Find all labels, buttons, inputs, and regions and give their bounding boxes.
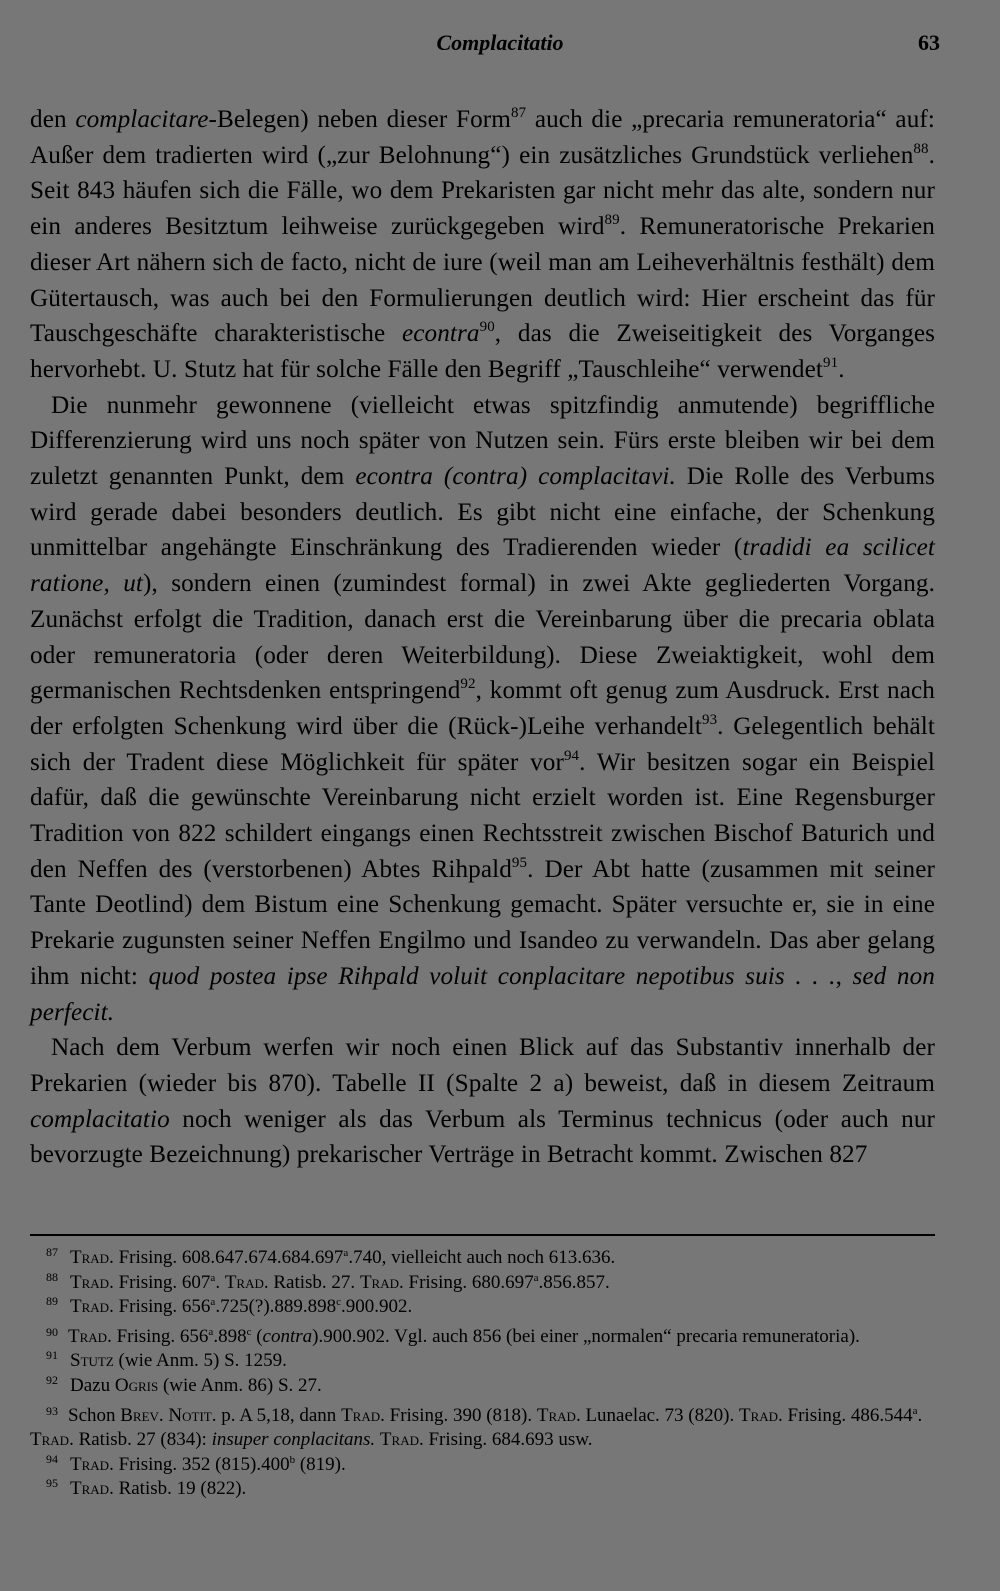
footnote-91 — [30, 1349, 935, 1374]
source-abbrev: Trad — [224, 1271, 264, 1293]
text-run: noch weniger als das Verbum als Terminus technicus (oder auch nur bevorzugte Bezeichnung) prekarischer Verträge in Betracht kommt. Zwischen 827 — [30, 1105, 935, 1169]
text-run: . Frising. 656 — [109, 1296, 211, 1318]
text-run: , das die Zweiseitigkeit des Vorganges hervorhebt. U. Stutz hat für solche Fälle den Begriff „Tauschleihe“ verwendet — [30, 320, 935, 383]
text-run: . Seit 843 häufen sich die Fälle, wo dem Prekaristen gar nicht mehr das alte, sondern nur ein anderes Besitztum leihweise zurückgegeben wird — [30, 141, 935, 241]
footnote-88 — [30, 1271, 935, 1296]
footnote-number: 88 — [46, 1269, 58, 1284]
footnote-number: 89 — [46, 1294, 58, 1309]
text-run: . Frising. 486.544 — [778, 1404, 913, 1426]
footnote-92 — [30, 1374, 935, 1399]
italic-term: complacitare — [75, 106, 209, 133]
italic-term: complacitatio — [30, 1105, 170, 1133]
footnote-ref: 94 — [563, 747, 580, 764]
superscript: a — [208, 1325, 214, 1338]
author-name: Stutz — [70, 1350, 114, 1372]
body-text — [30, 102, 935, 1173]
text-run: . Gelegentlich behält sich der Tradent diese Möglichkeit für später vor — [30, 712, 935, 776]
source-abbrev: Trad — [70, 1453, 110, 1475]
text-run: .740, vielleicht auch noch 613.636. — [348, 1247, 616, 1268]
text-run: . Frising. 684.693 usw. — [418, 1429, 593, 1451]
text-run: . Frising. 390 (818). — [380, 1404, 537, 1426]
source-abbrev: Brev. Notit — [120, 1404, 212, 1426]
footnote-ref: 95 — [511, 854, 528, 871]
footnote-number: 90 — [46, 1324, 58, 1339]
superscript: a — [210, 1271, 216, 1284]
text-run: Nach dem Verbum werfen wir noch einen Blick auf das Substantiv innerhalb der Prekarien (wieder bis 870). Tabelle II (Spalte 2 a) beweist, daß in diesem Zeitraum — [30, 1034, 935, 1097]
text-run: . Frising. 656 — [107, 1325, 209, 1347]
paragraph — [30, 102, 935, 388]
italic-term: contra — [262, 1325, 313, 1347]
text-run: . Der Abt hatte (zusammen mit seiner Tante Deotlind) dem Bistum eine Schenkung gemacht. Später versuchte er, sie in eine Prekarie zugunsten seiner Neffen Engilmo und Isandeo zu verwandeln. Das aber gelang ihm nicht: — [30, 855, 935, 990]
source-abbrev: Trad — [341, 1404, 381, 1426]
footnote-87 — [30, 1246, 935, 1271]
text-run: . — [917, 1404, 923, 1426]
footnote-number: 95 — [46, 1476, 58, 1491]
italic-quote: insuper conplacitans. — [211, 1429, 376, 1451]
footnote-ref: 93 — [701, 711, 718, 728]
footnote-ref: 88 — [913, 140, 929, 157]
text-run: . — [215, 1271, 225, 1293]
text-run: auch die „precaria remuneratoria“ auf: Außer dem tradierten wird („zur Belohnung“) ein zusätzliches Grundstück verliehen — [30, 106, 935, 169]
text-run: .725(?).889.898 — [215, 1296, 337, 1318]
text-run: . — [838, 355, 845, 383]
text-run: .900.902. — [341, 1296, 413, 1318]
footnote-ref: 89 — [604, 212, 620, 229]
text-run: . Remuneratorische Prekarien dieser Art nähern sich de facto, nicht de iure (weil man am Leiheverhältnis festhält) dem Gütertausch, was auch bei den Formulierungen deutlich wird: Hier erscheint das für Tauschgeschäfte charakteristische — [30, 213, 935, 348]
footnote-ref: 91 — [823, 354, 839, 371]
footnote-rule — [30, 1234, 935, 1236]
footnote-number: 94 — [46, 1451, 58, 1466]
footnote-number: 91 — [46, 1348, 58, 1363]
text-run: -Belegen) neben dieser Form — [208, 106, 511, 133]
text-run: . Frising. 608.647.674.684.697 — [109, 1247, 344, 1268]
footnote-94 — [30, 1453, 935, 1478]
text-run: . Wir besitzen sogar ein Beispiel dafür, daß die gewünschte Vereinbarung nicht erzielt worden ist. Eine Regensburger Tradition von 822 schildert eingangs einen Rechtsstreit zwischen Bischof Baturich und den Neffen des (verstorbenen) Abtes Rihpald — [30, 748, 935, 883]
source-abbrev: Trad — [70, 1478, 110, 1500]
running-head — [0, 30, 1000, 64]
italic-term: econtra — [401, 320, 480, 348]
superscript: c — [336, 1296, 342, 1309]
text-run: .898 — [213, 1325, 247, 1347]
text-run: , kommt oft genug zum Ausdruck. Erst nach der erfolgten Schenkung wird über die (Rück-)Leihe verhandelt — [30, 677, 935, 740]
superscript: b — [289, 1453, 296, 1466]
text-run: Die nunmehr gewonnene (vielleicht etwas spitzfindig anmutende) begriffliche Differenzierung wird uns noch später von Nutzen sein. Fürs erste bleiben wir bei dem zuletzt genannten Punkt, dem — [30, 391, 935, 491]
text-run: Die Rolle des Verbums wird gerade dabei besonders deutlich. Es gibt nicht eine einfache, der Schenkung unmittelbar angehängte Einschränkung des Tradierenden wieder ( — [30, 463, 935, 562]
footnote-ref: 92 — [460, 676, 476, 693]
text-run: . Lunaelac. 73 (820). — [575, 1404, 739, 1426]
source-abbrev: Trad — [68, 1325, 108, 1347]
footnote-number: 87 — [46, 1245, 58, 1259]
footnote-number: 93 — [46, 1403, 58, 1418]
paragraph — [30, 388, 935, 1031]
text-run: . p. A 5,18, dann — [211, 1404, 342, 1426]
text-run: ).900.902. Vgl. auch 856 (bei einer „normalen“ precaria remuneratoria). — [312, 1325, 860, 1347]
source-abbrev: Trad — [379, 1429, 419, 1451]
source-abbrev: Trad — [30, 1429, 70, 1451]
text-run: (wie Anm. 5) S. 1259. — [113, 1350, 287, 1372]
superscript: a — [210, 1296, 216, 1309]
source-abbrev: Trad — [70, 1296, 110, 1318]
italic-term: tradidi ea scilicet ratione, ut — [30, 534, 935, 598]
footnote-90 — [30, 1320, 935, 1350]
superscript: a — [533, 1271, 539, 1284]
text-run: . Ratisb. 27 (834): — [69, 1429, 212, 1451]
italic-quote: quod postea ipse Rihpald voluit conplacitare nepotibus suis . . ., sed non perfecit. — [30, 962, 935, 1026]
footnote-93 — [30, 1399, 935, 1453]
superscript: a — [343, 1247, 349, 1259]
text-run: Schon — [68, 1404, 121, 1426]
footnote-89 — [30, 1295, 935, 1320]
source-abbrev: Trad — [70, 1271, 110, 1293]
source-abbrev: Trad — [359, 1271, 399, 1293]
page-number: 63 — [918, 30, 940, 55]
footnote-95 — [30, 1477, 935, 1502]
superscript: c — [246, 1325, 252, 1338]
footnote-ref: 87 — [510, 105, 527, 121]
text-run: . Frising. 680.697 — [399, 1271, 534, 1293]
superscript: a — [912, 1404, 918, 1417]
source-abbrev: Trad — [738, 1404, 779, 1426]
text-run: ), sondern einen (zumindest formal) in zwei Akte gegliederten Vorgang. Zunächst erfolgt die Tradition, danach erst die Vereinbarung über die precaria oblata oder remuneratoria (oder deren Weiterbildung). Diese Zweiaktigkeit, wohl dem germanischen Rechtsdenken entspringend — [30, 570, 935, 705]
author-name: Ogris — [114, 1374, 159, 1396]
paragraph — [30, 1030, 935, 1173]
text-run: Dazu — [70, 1374, 115, 1396]
footnote-ref: 90 — [479, 319, 495, 336]
running-title: Complacitatio — [436, 30, 564, 55]
italic-term: econtra (contra) complacitavi. — [355, 463, 676, 491]
text-run: (wie Anm. 86) S. 27. — [158, 1374, 322, 1396]
footnotes — [30, 1246, 935, 1502]
source-abbrev: Trad — [70, 1247, 110, 1268]
text-run: .856.857. — [538, 1271, 610, 1293]
text-run: den — [30, 106, 76, 133]
text-run: . Ratisb. 27. — [263, 1271, 360, 1293]
source-abbrev: Trad — [536, 1404, 576, 1426]
text-run: . Ratisb. 19 (822). — [109, 1478, 247, 1500]
text-run: . Frising. 607 — [109, 1271, 211, 1293]
footnote-number: 92 — [46, 1372, 58, 1387]
text-run: (819). — [295, 1453, 346, 1475]
text-run: ( — [251, 1325, 263, 1347]
text-run: . Frising. 352 (815).400 — [109, 1453, 290, 1475]
